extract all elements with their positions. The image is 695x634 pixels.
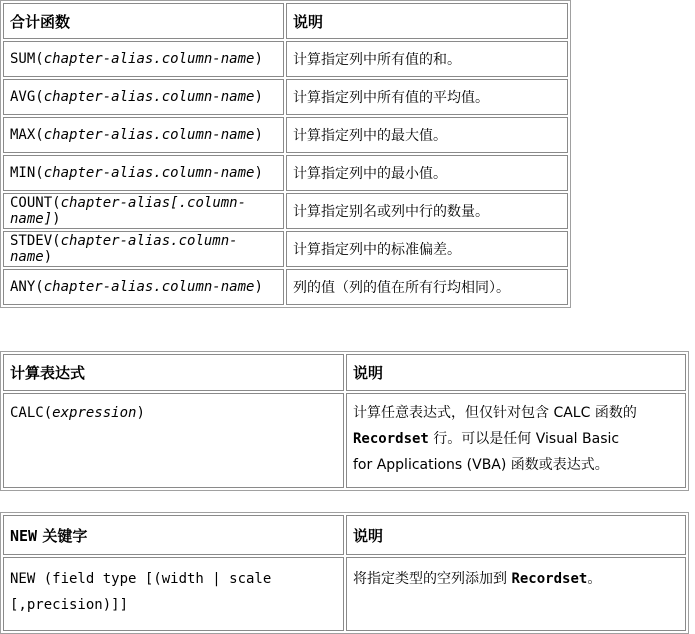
function-name: MAX <box>10 127 36 143</box>
close-paren: ) <box>254 165 263 181</box>
optional-argument: [.column-name] <box>10 195 247 227</box>
function-argument: chapter-alias <box>60 195 171 211</box>
function-cell <box>3 193 284 229</box>
description-cell: 计算指定列中所有值的平均值。 <box>286 79 568 115</box>
description-cell: 计算指定别名或列中行的数量。 <box>286 193 568 229</box>
close-paren: ) <box>254 51 263 67</box>
description-cell: 计算指定列中所有值的和。 <box>286 41 568 77</box>
close-paren: ) <box>136 405 145 421</box>
table-row <box>3 117 568 153</box>
description-text: 。 <box>587 571 602 587</box>
recordset-keyword: Recordset <box>511 571 588 587</box>
open-paren: ( <box>43 405 53 421</box>
description-text: 行。可以是任何 Visual Basic <box>428 431 620 447</box>
description-line: for Applications (VBA) 函数或表达式。 <box>353 457 609 473</box>
description-cell: 计算指定列中的最小值。 <box>286 155 568 191</box>
close-paren: ) <box>254 279 263 295</box>
description-text: 将指定类型的空列添加到 <box>353 571 512 587</box>
new-keyword: NEW <box>10 526 38 545</box>
table-row <box>3 269 568 305</box>
function-cell <box>3 41 284 77</box>
column-header-function: 合计函数 <box>3 3 284 39</box>
column-header-description: 说明 <box>286 3 568 39</box>
calculated-expression-table <box>0 351 689 491</box>
open-paren: ( <box>52 195 61 211</box>
table-row <box>3 557 686 631</box>
description-cell: 计算指定列中的最大值。 <box>286 117 568 153</box>
close-paren: ) <box>52 211 61 227</box>
description-cell <box>346 557 686 631</box>
function-cell <box>3 393 344 488</box>
table-header-row <box>3 354 686 391</box>
table-row <box>3 193 568 229</box>
column-header-keyword <box>3 515 344 555</box>
function-argument: expression <box>52 405 137 421</box>
function-argument: chapter-alias.column-name <box>43 127 255 143</box>
open-paren: ( <box>52 233 61 249</box>
function-argument: chapter-alias.column-name <box>10 233 238 265</box>
syntax-line: NEW (field type [(width | scale <box>10 571 272 587</box>
description-line: 计算任意表达式，但仅针对包含 CALC 函数的 <box>353 405 637 421</box>
table-row <box>3 41 568 77</box>
column-header-description: 说明 <box>346 515 686 555</box>
function-cell <box>3 231 284 267</box>
function-cell <box>3 79 284 115</box>
column-header-expression: 计算表达式 <box>3 354 344 391</box>
function-name: CALC <box>10 405 44 421</box>
syntax-line: [,precision)]] <box>10 597 129 613</box>
open-paren: ( <box>35 165 44 181</box>
function-argument: chapter-alias.column-name <box>43 165 255 181</box>
syntax-cell <box>3 557 344 631</box>
table-header-row <box>3 515 686 555</box>
function-name: SUM <box>10 51 36 67</box>
function-name: STDEV <box>10 233 53 249</box>
function-name: AVG <box>10 89 36 105</box>
function-name: MIN <box>10 165 36 181</box>
table-header-row <box>3 3 568 39</box>
function-argument: chapter-alias.column-name <box>43 279 255 295</box>
description-line <box>353 426 679 452</box>
close-paren: ) <box>254 127 263 143</box>
table-row <box>3 393 686 488</box>
open-paren: ( <box>35 51 44 67</box>
function-argument: chapter-alias.column-name <box>43 89 255 105</box>
column-header-description: 说明 <box>346 354 686 391</box>
function-cell <box>3 269 284 305</box>
description-cell: 列的值（列的值在所有行均相同）。 <box>286 269 568 305</box>
close-paren: ) <box>43 249 53 265</box>
aggregate-functions-table <box>0 0 571 308</box>
function-argument: chapter-alias.column-name <box>43 51 255 67</box>
table-row <box>3 79 568 115</box>
function-name: COUNT <box>10 195 53 211</box>
close-paren: ) <box>254 89 263 105</box>
open-paren: ( <box>35 127 44 143</box>
function-cell <box>3 155 284 191</box>
function-name: ANY <box>10 279 36 295</box>
open-paren: ( <box>35 89 44 105</box>
table-row <box>3 155 568 191</box>
new-keyword-table <box>0 512 689 634</box>
table-row <box>3 231 568 267</box>
recordset-keyword: Recordset <box>353 431 429 447</box>
open-paren: ( <box>35 279 44 295</box>
description-cell <box>346 393 686 488</box>
header-text: 关键字 <box>37 526 88 545</box>
function-cell <box>3 117 284 153</box>
description-cell: 计算指定列中的标准偏差。 <box>286 231 568 267</box>
